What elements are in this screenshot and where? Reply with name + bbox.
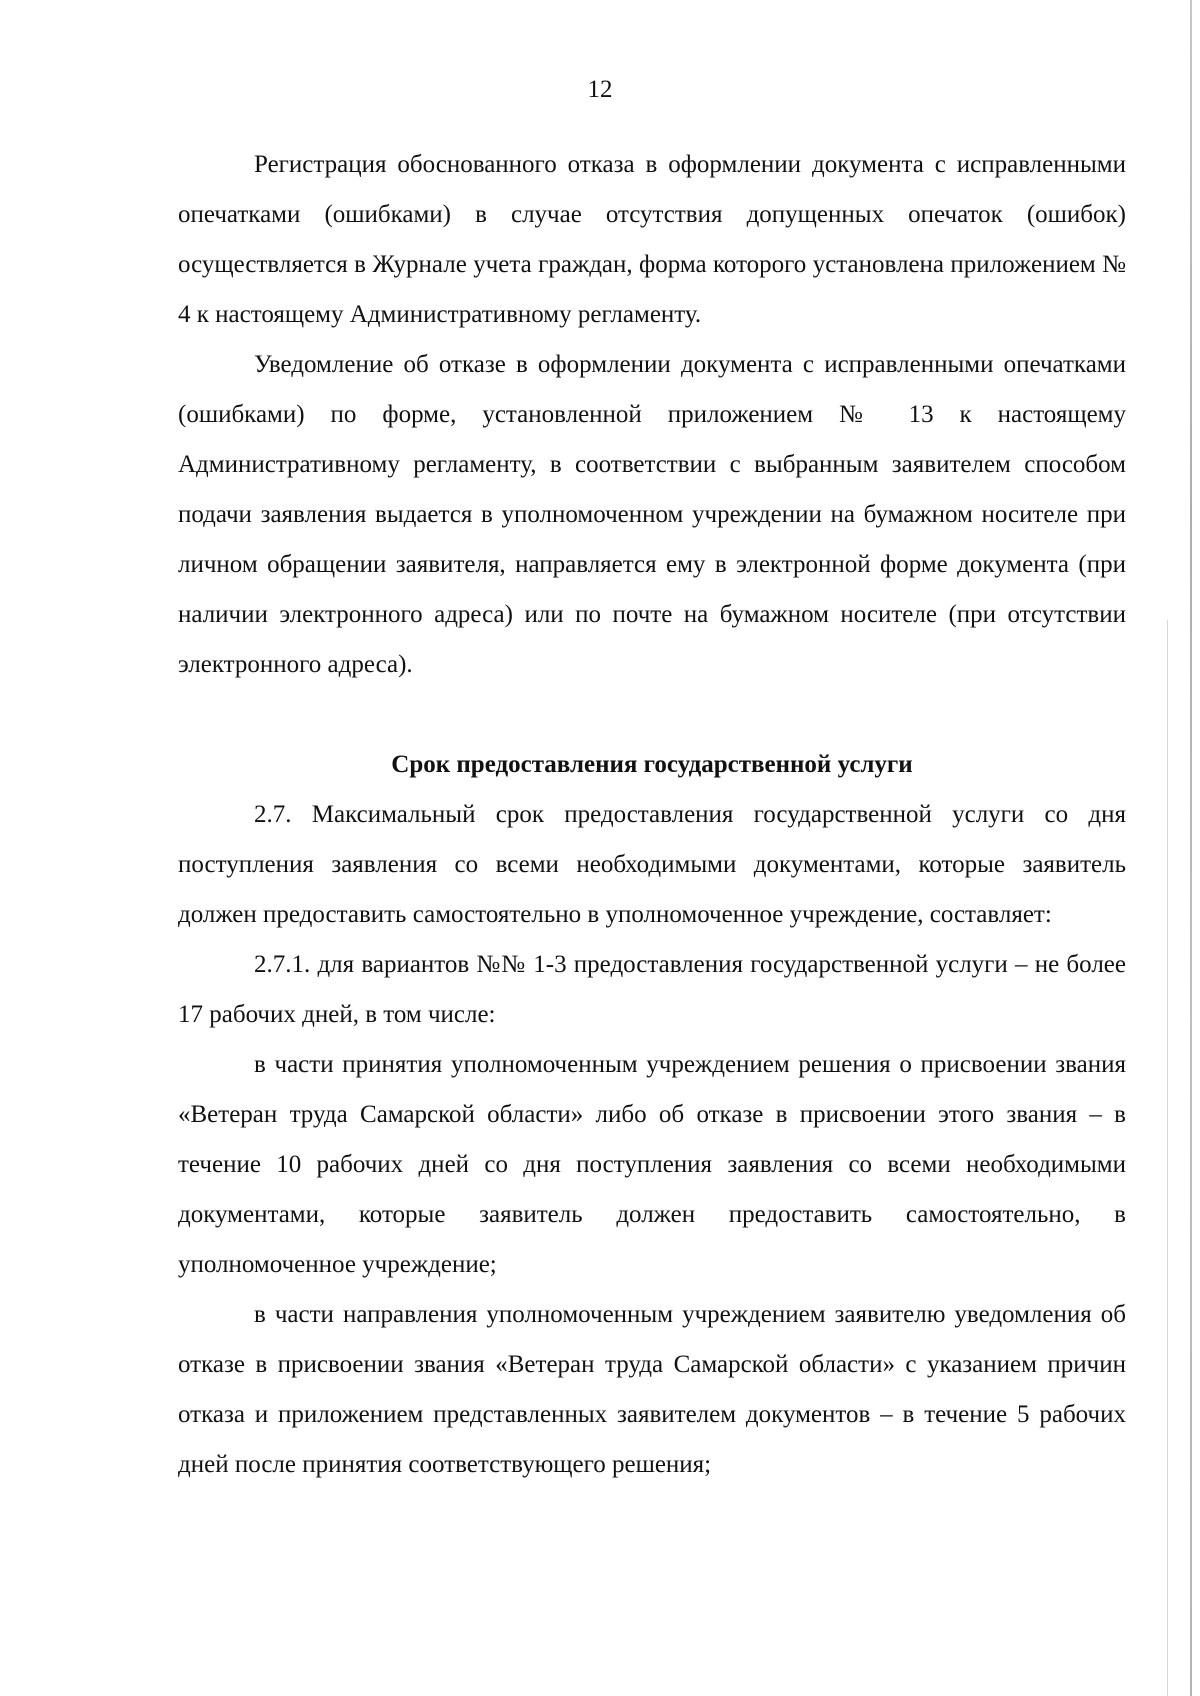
- page-number: 12: [587, 76, 613, 103]
- section-heading: Срок предоставления государственной услуги: [391, 751, 913, 778]
- document-body: [178, 140, 1126, 1490]
- paragraph-refusal-notice-term: в части направления уполномоченным учреждением заявителю уведомления об отказе в присвоении звания «Ветеран труда Самарской области» с указанием причин отказа и приложением представленных заявителем документов – в течение 5 рабочих дней после принятия соответствующего решения;: [178, 1301, 1126, 1478]
- paragraph-2-7: 2.7. Максимальный срок предоставления государственной услуги со дня поступления заявления со всеми необходимыми документами, которые заявитель должен предоставить самостоятельно в уполномоченное учреждение, составляет:: [178, 801, 1126, 928]
- scan-edge-shadow: [1167, 620, 1168, 1696]
- paragraph-2-7-1: 2.7.1. для вариантов №№ 1-3 предоставления государственной услуги – не более 17 рабочих дней, в том числе:: [178, 951, 1126, 1028]
- scan-edge-line: [1190, 0, 1192, 1696]
- paragraph-registration: Регистрация обоснованного отказа в оформлении документа с исправленными опечатками (ошибками) в случае отсутствия допущенных опечаток (ошибок) осуществляется в Журнале учета граждан, форма которого установлена приложением № 4 к настоящему Административному регламенту.: [178, 151, 1126, 328]
- paragraph-decision-term: в части принятия уполномоченным учреждением решения о присвоении звания «Ветеран труда Самарской области» либо об отказе в присвоении этого звания – в течение 10 рабочих дней со дня поступления заявления со всеми необходимыми документами, которые заявитель должен предоставить самостоятельно, в уполномоченное учреждение;: [178, 1051, 1126, 1278]
- paragraph-notification: Уведомление об отказе в оформлении документа с исправленными опечатками (ошибками) по форме, установленной приложением № 13 к настоящему Административному регламенту, в соответствии с выбранным заявителем способом подачи заявления выдается в уполномоченном учреждении на бумажном носителе при личном обращении заявителя, направляется ему в электронной форме документа (при наличии электронного адреса) или по почте на бумажном носителе (при отсутствии электронного адреса).: [178, 351, 1126, 678]
